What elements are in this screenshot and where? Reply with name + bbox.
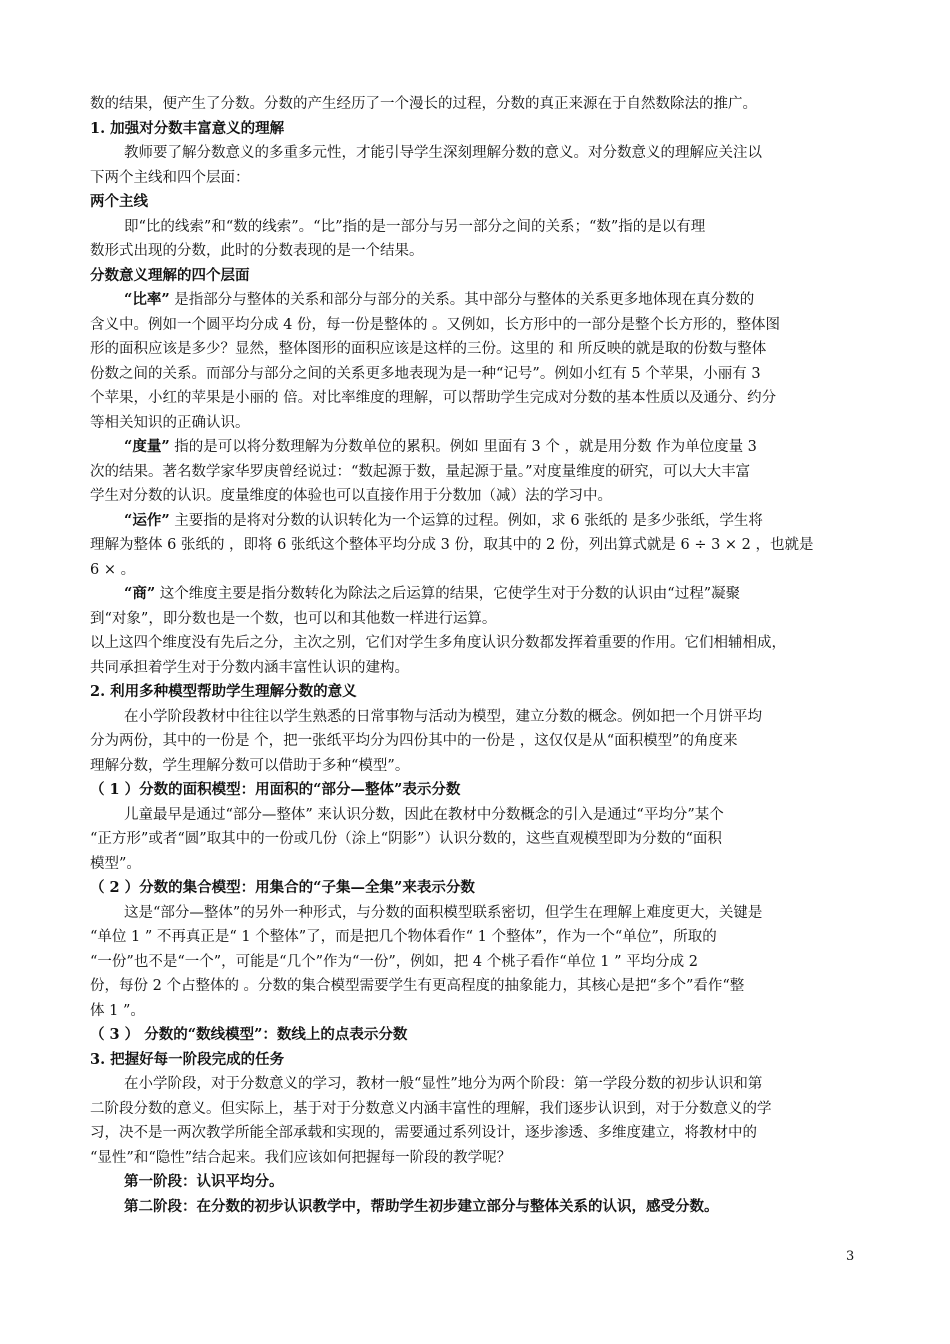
paragraph-line (90, 582, 860, 607)
term-label: “度量” (124, 438, 170, 455)
term-label: “运作” (124, 511, 170, 529)
paragraph-line: 学生对分数的认识。度量维度的体验也可以直接作用于分数加（减）法的学习中。 (90, 488, 612, 504)
subsection-heading: 两个主线 (90, 193, 148, 210)
paragraph-line: 二阶段分数的意义。但实际上，基于对于分数意义内涵丰富性的理解，我们逐步认识到，对于分数意义的学 (90, 1100, 772, 1117)
paragraph-line: 下两个主线和四个层面： (90, 169, 250, 186)
paragraph-line: 次的结果。著名数学家华罗庚曾经说过：“数起源于数，量起源于量。”对度量维度的研究，可以大大丰富 (90, 463, 751, 480)
paragraph-line (90, 435, 860, 460)
subsection-heading: （ 2 ）分数的集合模型：用集合的“子集—全集”来表示分数 (90, 879, 475, 896)
paragraph-line: 含义中。例如一个圆平均分成 4 份，每一份是整体的 。又例如，长方形中的一部分是整个长方形的，整体图 (90, 316, 781, 333)
paragraph-line: 体 1 ”。 (90, 1002, 145, 1019)
term-label: “商” (124, 585, 156, 602)
paragraph-line: 6 × 。 (90, 561, 136, 578)
paragraph-line: “单位 1 ” 不再真正是“ 1 个整体”了，而是把几个物体看作“ 1 个整体”，作为一个“单位”，所取的 (90, 929, 717, 945)
paragraph-line: 教师要了解分数意义的多重多元性，才能引导学生深刻理解分数的意义。对分数意义的理解应关注以 (124, 145, 762, 161)
paragraph-line: 份数之间的关系。而部分与部分之间的关系更多地表现为是一种“记号”。例如小红有 5 个苹果，小丽有 3 (90, 365, 761, 382)
subsection-heading: 分数意义理解的四个层面 (90, 266, 250, 284)
paragraph-line: 形的面积应该是多少？显然，整体图形的面积应该是这样的三份。这里的 和 所反映的就是取的份数与整体 (90, 341, 767, 357)
paragraph-line: 个苹果，小红的苹果是小丽的 倍。对比率维度的理解，可以帮助学生完成对分数的基本性质以及通分、约分 (90, 390, 777, 406)
paragraph-line: 到“对象”，即分数也是一个数，也可以和其他数一样进行运算。 (90, 610, 497, 627)
subsection-heading: （ 3 ） 分数的“数线模型”：数线上的点表示分数 (90, 1026, 408, 1043)
document-body (90, 92, 860, 1219)
paragraph-line (90, 288, 860, 313)
section-heading: 3. 把握好每一阶段完成的任务 (90, 1050, 285, 1068)
paragraph-line: 在小学阶段，对于分数意义的学习，教材一般“显性”地分为两个阶段：第一学段分数的初步认识和第 (124, 1076, 763, 1092)
page-number: 3 (846, 1249, 855, 1264)
paragraph-line: 在小学阶段教材中往往以学生熟悉的日常事物与活动为模型，建立分数的概念。例如把一个月饼平均 (124, 708, 762, 725)
paragraph-line: 儿童最早是通过“部分—整体” 来认识分数，因此在教材中分数概念的引入是通过“平均分”某个 (124, 806, 724, 823)
paragraph-text: 指的是可以将分数理解为分数单位的累积。例如 里面有 3 个 ，就是用分数 作为单位度量 3 (169, 439, 757, 455)
paragraph-line: 理解为整体 6 张纸的 ，即将 6 张纸这个整体平均分成 3 份，取其中的 2 份，列出算式就是 6 ÷ 3 × 2 ，也就是 (90, 537, 814, 553)
paragraph-line: 这是“部分—整体”的另外一种形式，与分数的面积模型联系密切，但学生在理解上难度更大，关键是 (124, 904, 763, 921)
paragraph-line: 即“比的线索”和“数的线索”。“比”指的是一部分与另一部分之间的关系；“数”指的是以有理 (124, 218, 706, 235)
paragraph-line: 以上这四个维度没有先后之分，主次之别，它们对学生多角度认识分数都发挥着重要的作用。它们相辅相成， (90, 635, 786, 651)
section-heading: 2. 利用多种模型帮助学生理解分数的意义 (90, 683, 357, 700)
paragraph-line: 理解分数，学生理解分数可以借助于多种“模型”。 (90, 757, 410, 774)
paragraph-line: “显性”和“隐性”结合起来。我们应该如何把握每一阶段的教学呢？ (90, 1149, 512, 1166)
paragraph-line: 习，决不是一两次教学所能全部承载和实现的，需要通过系列设计，逐步渗透、多维度建立，将教材中的 (90, 1125, 757, 1141)
paragraph-text: 是指部分与整体的关系和部分与部分的关系。其中部分与整体的关系更多地体现在真分数的 (169, 292, 755, 308)
stage-heading: 第二阶段：在分数的初步认识教学中，帮助学生初步建立部分与整体关系的认识，感受分数。 (124, 1197, 719, 1215)
paragraph-text: 这个维度主要是指分数转化为除法之后运算的结果，它使学生对于分数的认识由“过程”凝聚 (155, 586, 741, 602)
paragraph-line: “一份”也不是“一个”，可能是“几个”作为“一份”，例如，把 4 个桃子看作“单位 1 ” 平均分成 2 (90, 953, 698, 970)
paragraph-line: 共同承担着学生对于分数内涵丰富性认识的建构。 (90, 659, 409, 676)
paragraph-line (90, 509, 860, 534)
paragraph-text: 主要指的是将对分数的认识转化为一个运算的过程。例如，求 6 张纸的 是多少张纸，学生将 (169, 512, 763, 529)
paragraph-line: 等相关知识的正确认识。 (90, 414, 250, 431)
paragraph-line: 模型”。 (90, 855, 141, 872)
paragraph-line: 数形式出现的分数，此时的分数表现的是一个结果。 (90, 243, 424, 259)
subsection-heading: （ 1 ）分数的面积模型：用面积的“部分—整体”表示分数 (90, 781, 461, 798)
stage-heading: 第一阶段：认识平均分。 (124, 1173, 284, 1190)
paragraph-line: 分为两份，其中的一份是 个，把一张纸平均分为四份其中的一份是 ，这仅仅是从“面积模型”的角度来 (90, 733, 738, 749)
paragraph-line: 数的结果，便产生了分数。分数的产生经历了一个漫长的过程，分数的真正来源在于自然数除法的推广。 (90, 96, 757, 112)
section-heading: 1. 加强对分数丰富意义的理解 (90, 119, 285, 137)
paragraph-line: “正方形”或者“圆”取其中的一份或几份（涂上“阴影”）认识分数的，这些直观模型即为分数的“面积 (90, 831, 722, 847)
term-label: “比率” (124, 291, 170, 308)
paragraph-line: 份，每份 2 个占整体的 。分数的集合模型需要学生有更高程度的抽象能力，其核心是把“多个”看作“整 (90, 978, 745, 994)
